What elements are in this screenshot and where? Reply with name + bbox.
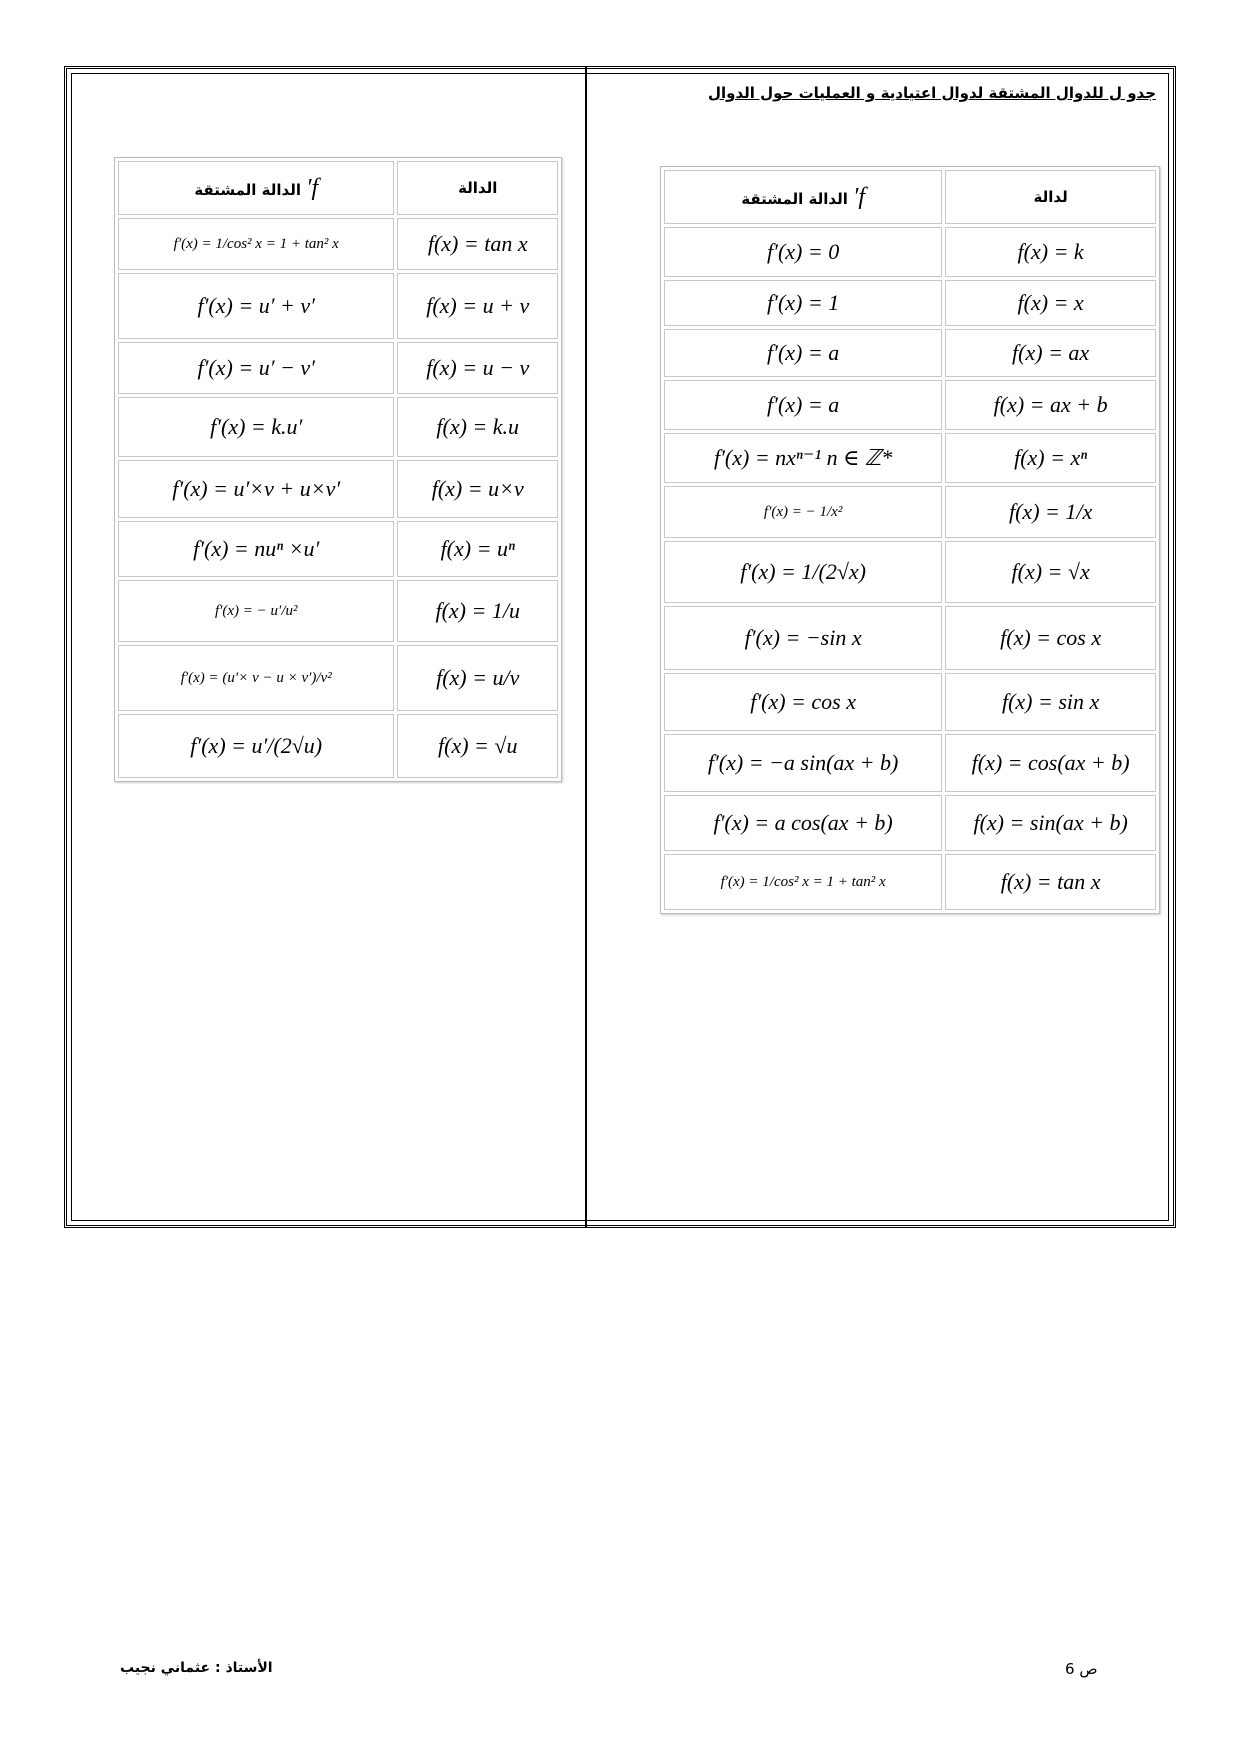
table-row: [664, 606, 1156, 670]
table-row: [664, 673, 1156, 731]
operations-derivatives-table: [114, 157, 562, 782]
derivative-cell: f′(x) = nuⁿ ×u′: [118, 521, 394, 577]
derivative-cell: f′(x) = a cos(ax + b): [664, 795, 942, 851]
table-row: [664, 280, 1156, 326]
page-number: ص 6: [1065, 1660, 1098, 1678]
table-header-row: [664, 170, 1156, 224]
function-cell: f(x) = k.u: [397, 397, 558, 457]
table-row: [664, 433, 1156, 483]
derivative-cell: f′(x) = nxⁿ⁻¹ n ∈ ℤ*: [664, 433, 942, 483]
usual-derivatives-table: [660, 166, 1160, 914]
derivative-cell: f′(x) = cos x: [664, 673, 942, 731]
function-cell: f(x) = cos x: [945, 606, 1156, 670]
table-row: [118, 397, 558, 457]
table-row: [118, 273, 558, 339]
function-cell: f(x) = uⁿ: [397, 521, 558, 577]
derivative-cell: f′(x) = 1/(2√x): [664, 541, 942, 603]
function-cell: f(x) = sin(ax + b): [945, 795, 1156, 851]
table-row: [664, 227, 1156, 277]
header-function: لدالة: [945, 170, 1156, 224]
function-cell: f(x) = 1/x: [945, 486, 1156, 538]
table-row: [118, 714, 558, 778]
function-cell: f(x) = u×v: [397, 460, 558, 518]
derivative-cell: f′(x) = u′×v + u×v′: [118, 460, 394, 518]
derivative-cell: f′(x) = 1/cos² x = 1 + tan² x: [664, 854, 942, 910]
derivative-cell: f′(x) = 0: [664, 227, 942, 277]
table-row: [118, 342, 558, 394]
derivative-cell: f′(x) = 1/cos² x = 1 + tan² x: [118, 218, 394, 270]
function-cell: f(x) = √u: [397, 714, 558, 778]
table-row: [664, 795, 1156, 851]
function-cell: f(x) = tan x: [945, 854, 1156, 910]
table-row: [664, 734, 1156, 792]
header-derivative-label: الدالة المشتقة: [741, 189, 848, 208]
table-header-row: [118, 161, 558, 215]
derivative-cell: f′(x) = u′ − v′: [118, 342, 394, 394]
teacher-name: الأستاذ : عثماني نجيب: [120, 1660, 273, 1676]
column-divider: [585, 66, 587, 1228]
table-row: [118, 460, 558, 518]
derivative-cell: f′(x) = 1: [664, 280, 942, 326]
table-row: [664, 541, 1156, 603]
function-cell: f(x) = x: [945, 280, 1156, 326]
function-cell: f(x) = k: [945, 227, 1156, 277]
table-row: [118, 645, 558, 711]
table-row: [664, 854, 1156, 910]
derivative-cell: f′(x) = k.u′: [118, 397, 394, 457]
function-cell: f(x) = xⁿ: [945, 433, 1156, 483]
header-derivative: [664, 170, 942, 224]
function-cell: f(x) = tan x: [397, 218, 558, 270]
derivative-cell: f′(x) = (u′× v − u × v′)/v²: [118, 645, 394, 711]
function-cell: f(x) = √x: [945, 541, 1156, 603]
derivative-cell: f′(x) = a: [664, 329, 942, 377]
derivative-cell: f′(x) = − u′/u²: [118, 580, 394, 642]
f-prime-symbol: f′: [853, 183, 866, 210]
page-title: جدو ل للدوال المشتقة لدوال اعتيادية و العمليات حول الدوال: [707, 84, 1156, 102]
function-cell: f(x) = u + v: [397, 273, 558, 339]
function-cell: f(x) = ax: [945, 329, 1156, 377]
derivative-cell: f′(x) = u′/(2√u): [118, 714, 394, 778]
function-cell: f(x) = u/v: [397, 645, 558, 711]
table-row: [664, 486, 1156, 538]
function-cell: f(x) = u − v: [397, 342, 558, 394]
table-row: [118, 521, 558, 577]
derivative-cell: f′(x) = −a sin(ax + b): [664, 734, 942, 792]
table-row: [664, 329, 1156, 377]
header-derivative-label: الدالة المشتقة: [194, 180, 301, 199]
header-function: الدالة: [397, 161, 558, 215]
function-cell: f(x) = cos(ax + b): [945, 734, 1156, 792]
function-cell: f(x) = sin x: [945, 673, 1156, 731]
table-row: [118, 580, 558, 642]
table-row: [118, 218, 558, 270]
function-cell: f(x) = ax + b: [945, 380, 1156, 430]
derivative-cell: f′(x) = −sin x: [664, 606, 942, 670]
derivative-cell: f′(x) = u′ + v′: [118, 273, 394, 339]
function-cell: f(x) = 1/u: [397, 580, 558, 642]
header-derivative: [118, 161, 394, 215]
derivative-cell: f′(x) = a: [664, 380, 942, 430]
f-prime-symbol: f′: [306, 174, 319, 201]
derivative-cell: f′(x) = − 1/x²: [664, 486, 942, 538]
table-row: [664, 380, 1156, 430]
